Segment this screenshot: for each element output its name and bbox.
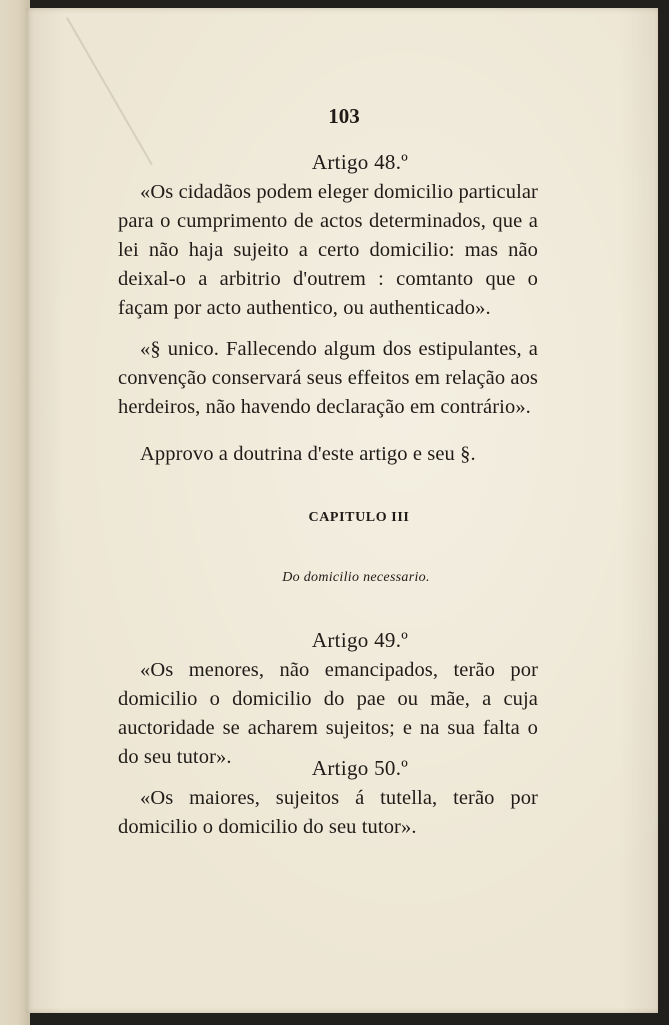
- article-49-heading: Artigo 49.º: [311, 628, 409, 652]
- commentary-paragraph: [118, 440, 538, 469]
- commentary-body: Approvo a doutrina d'este artigo e seu §.: [140, 443, 476, 465]
- article-48-paragraph-unico: [118, 335, 538, 422]
- page-number: 103: [328, 104, 360, 128]
- article-48-text: [118, 178, 538, 323]
- article-49-text: [118, 656, 538, 772]
- article-48-text-body: «Os cidadãos podem eleger domicilio particular para o cumprimento de actos determinados, que a lei não haja sujeito a certo domicilio: mas não deixal-o a arbitrio d'outrem : comtanto que o façam por acto authentico, ou authenticado».: [118, 181, 538, 319]
- chapter-title: CAPITULO III: [308, 510, 410, 525]
- article-50-text: [118, 784, 538, 842]
- book-page: [26, 8, 658, 1013]
- article-49-text-body: «Os menores, não emancipados, terão por domicilio o domicilio do pae ou mãe, a cuja auctoridade se acharem sujeitos; e na sua falta o do seu tutor».: [118, 659, 538, 768]
- chapter-subtitle: Do domicilio necessario.: [282, 570, 430, 585]
- paragraph-unico-body: «§ unico. Fallecendo algum dos estipulantes, a convenção conservará seus effeitos em relação aos herdeiros, não havendo declaração em contrário».: [118, 338, 539, 418]
- article-50-text-body: «Os maiores, sujeitos á tutella, terão por domicilio o domicilio do seu tutor».: [118, 787, 538, 838]
- article-48-heading: Artigo 48.º: [311, 150, 409, 174]
- paper-fold-mark: [66, 17, 153, 165]
- article-50-heading: Artigo 50.º: [311, 756, 409, 780]
